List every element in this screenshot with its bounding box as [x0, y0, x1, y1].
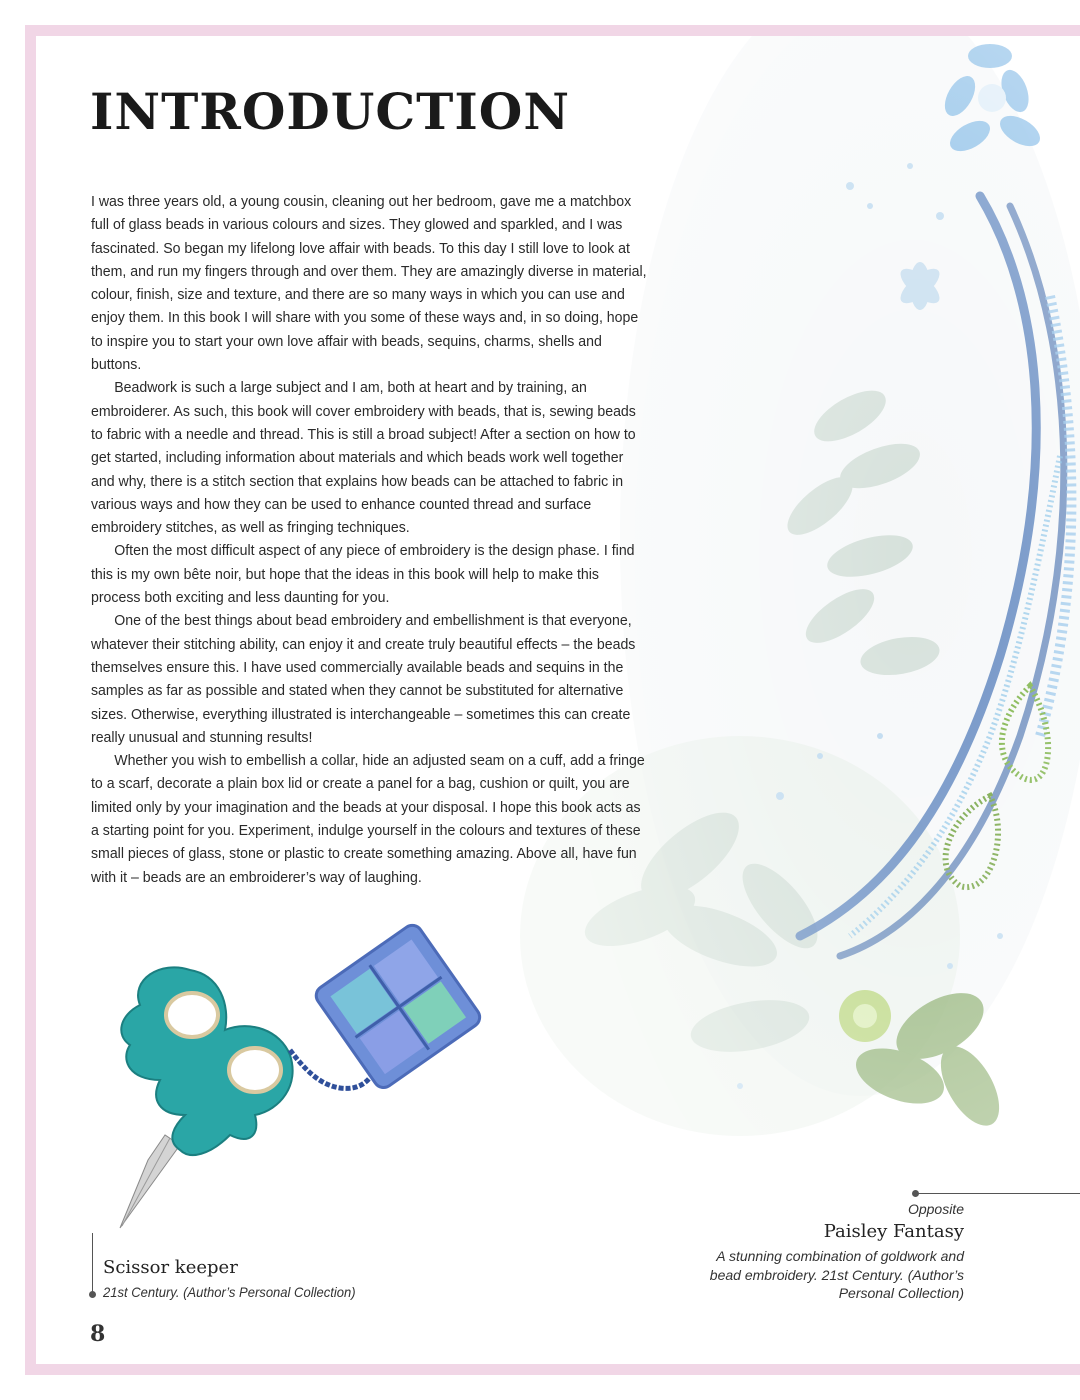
caption-left-rule: [92, 1233, 93, 1295]
page-title: INTRODUCTION: [90, 82, 571, 141]
caption-left-subtitle: 21st Century. (Author’s Personal Collection): [103, 1284, 356, 1300]
introduction-body: [91, 190, 649, 889]
page-frame-left: [25, 25, 36, 1375]
caption-left-title: Scissor keeper: [103, 1257, 238, 1278]
caption-right-rule: [916, 1193, 1080, 1194]
page-frame-bottom: [25, 1364, 1080, 1375]
caption-right-subtitle: A stunning combination of goldwork and bead embroidery. 21st Century. (Author’s Personal Collection): [709, 1248, 964, 1301]
paragraph-4: One of the best things about bead embroidery and embellishment is that everyone, whatever their stitching ability, can enjoy it and create truly beautiful effects – the beads themselves ensure this. I have used commercially available beads and sequins in the samples as far as possible and stated when they cannot be substituted for alternative sizes. Otherwise, everything illustrated is interchangeable – sometimes this can create really unusual and stunning results!: [91, 612, 636, 746]
caption-left-dot: [89, 1291, 96, 1298]
caption-right-kicker: Opposite: [907, 1201, 964, 1217]
paragraph-2: Beadwork is such a large subject and I am, both at heart and by training, an embroiderer. As such, this book will cover embroidery with beads, that is, sewing beads to fabric with a needle and thread. This is still a broad subject! After a section on how to get started, including information about materials and which beads work well together and why, there is a stitch section that explains how beads can be attached to fabric in various ways and how they can be used to enhance counted thread and surface embroidery stitches, as well as fringing techniques.: [91, 379, 636, 537]
scissor-keeper-image: [110, 910, 510, 1240]
paragraph-5: Whether you wish to embellish a collar, hide an adjusted seam on a cuff, add a fringe to a scarf, decorate a plain box lid or create a panel for a bag, cushion or quilt, you are limited only by your imagination and the beads at your disposal. I hope this book acts as a starting point for you. Experiment, indulge yourself in the colours and textures of these small pieces of glass, stone or plastic to create something amazing. Above all, have fun with it – beads are an embroiderer’s way of laughing.: [91, 752, 645, 886]
caption-right-dot: [912, 1190, 919, 1197]
paragraph-3: Often the most difficult aspect of any piece of embroidery is the design phase. I find this is my own bête noir, but hope that the ideas in this book will help to make this process both exciting and less daunting for you.: [91, 542, 635, 607]
page-frame-top: [25, 25, 1080, 36]
page-number: 8: [90, 1321, 106, 1347]
paragraph-1: I was three years old, a young cousin, cleaning out her bedroom, gave me a matchbox full of glass beads in various colours and sizes. They glowed and sparkled, and I was fascinated. So began my lifelong love affair with beads. To this day I still love to look at them, and run my fingers through and over them. They are amazingly diverse in material, colour, finish, size and texture, and there are so many ways in which you can use and enjoy them. In this book I will share with you some of these ways and, in so doing, hope to inspire you to start your own love affair with beads, sequins, charms, shells and buttons.: [91, 193, 647, 374]
caption-right-title: Paisley Fantasy: [823, 1221, 964, 1242]
